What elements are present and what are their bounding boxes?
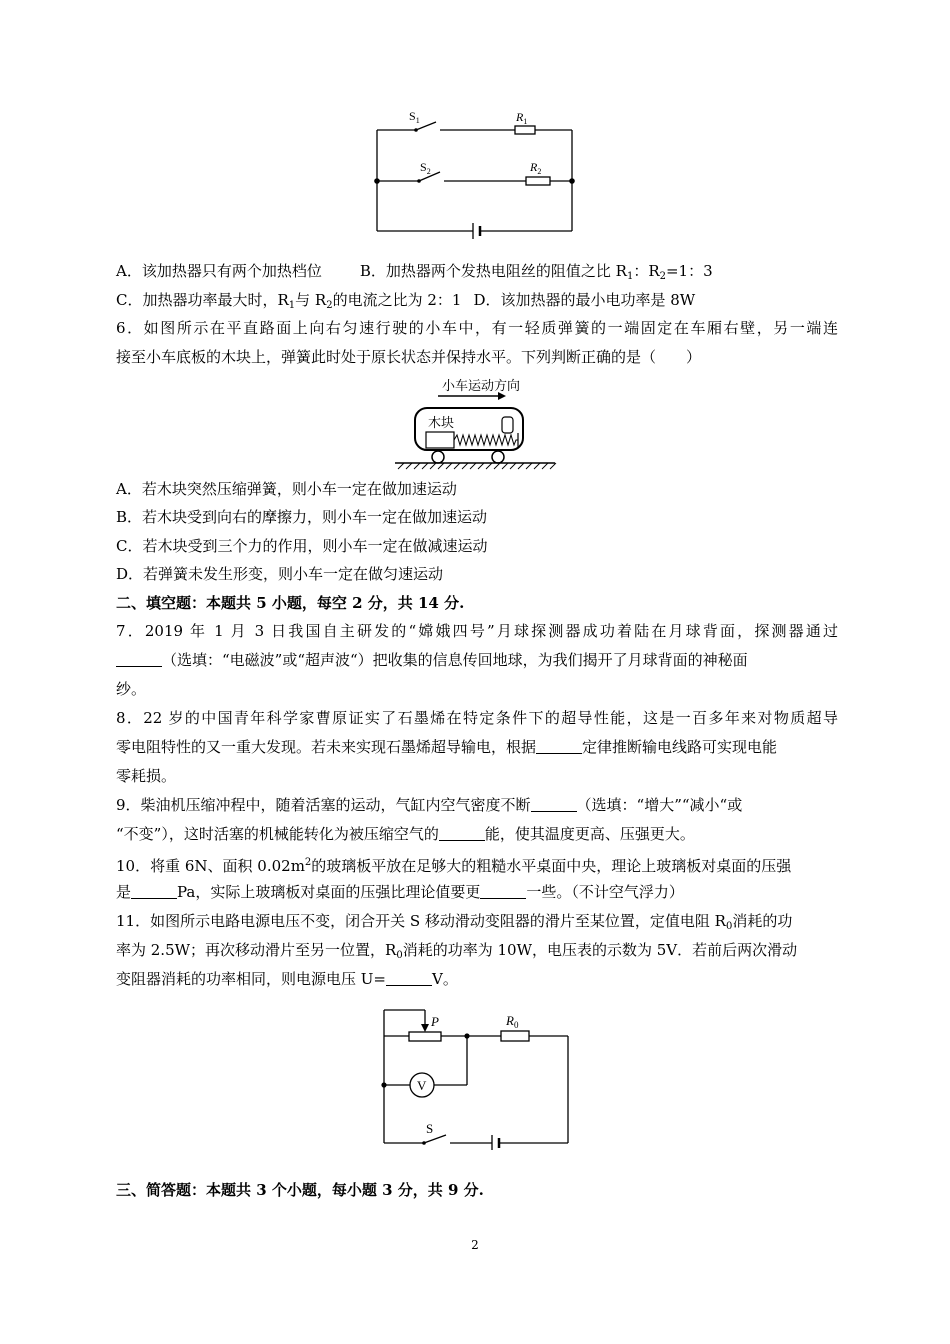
q9-answer-blank-2[interactable] xyxy=(439,826,485,841)
page-number: 2 xyxy=(471,1238,479,1252)
q11-line3: 变阻器消耗的功率相同，则电源电压 U= V。 xyxy=(116,970,458,988)
q8-answer-blank[interactable] xyxy=(536,739,582,754)
q5-r1-label: $R_1$ xyxy=(516,110,528,126)
q9-line1: 9．柴油机压缩冲程中，随着活塞的运动，气缸内空气密度不断 （选填：“增大”“减小“或 xyxy=(116,796,743,814)
q10-answer-blank-2[interactable] xyxy=(480,884,526,899)
q5-option-a: A．该加热器只有两个加热档位 xyxy=(116,262,322,280)
q5-option-b: B．加热器两个发热电阻丝的阻值之比 $R_1$：$R_2=1$：3 xyxy=(359,262,713,282)
q10-line2: 是 Pa，实际上玻璃板对桌面的压强比理论值要更 一些。（不计空气浮力） xyxy=(116,883,684,901)
q6-option-d: D．若弹簧未发生形变，则小车一定在做匀速运动 xyxy=(116,565,444,583)
q6-option-b: B．若木块受到向右的摩擦力，则小车一定在做加速运动 xyxy=(116,508,488,526)
q6-option-a: A．若木块突然压缩弹簧，则小车一定在做加速运动 xyxy=(116,480,457,498)
q7-line1: 7．2019 年 1 月 3 日我国自主研发的“嫦娥四号”月球探测器成功着陆在月球背面，探测器通过 xyxy=(116,622,838,640)
q6-cart-diagram xyxy=(390,375,560,470)
q5-s1-label: $S_1$ xyxy=(409,109,420,125)
q8-line3: 零耗损。 xyxy=(116,767,177,785)
q11-r0-label: $R_0$ xyxy=(506,1013,519,1030)
q5-options-cd xyxy=(116,290,838,316)
q6-stem-line1: 6．如图所示在平直路面上向右匀速行驶的小车中，有一轻质弹簧的一端固定在车厢右壁，另一端连 xyxy=(116,319,838,337)
q5-s2-label: $S_2$ xyxy=(420,160,431,176)
q9-line2: “不变”），这时活塞的机械能转化为被压缩空气的 能，使其温度更高、压强更大。 xyxy=(116,825,695,843)
q7-line3: 纱。 xyxy=(116,680,147,698)
section3-title: 三、简答题：本题共 3 个小题，每小题 3 分，共 9 分. xyxy=(116,1181,484,1199)
section2-title: 二、填空题：本题共 5 小题，每空 2 分，共 14 分. xyxy=(116,594,465,612)
q7-line2: （选填：“电磁波”或“超声波“）把收集的信息传回地球，为我们揭开了月球背面的神秘面 xyxy=(116,650,838,670)
q8-line1: 8．22 岁的中国青年科学家曹原证实了石墨烯在特定条件下的超导性能，这是一百多年来对物质超导 xyxy=(116,709,838,727)
q11-slider-label: P xyxy=(431,1014,439,1029)
q9-answer-blank-1[interactable] xyxy=(531,797,577,812)
q7-answer-blank[interactable] xyxy=(116,652,162,667)
q6-direction-label: 小车运动方向 xyxy=(442,378,521,393)
q5-r2-label: $R_2$ xyxy=(530,160,542,176)
q6-block-label: 木块 xyxy=(428,415,455,430)
q11-voltmeter-label: V xyxy=(417,1078,427,1093)
q5-option-c: C．加热器功率最大时，$R_1$与 $R_2$的电流之比为 2：1 xyxy=(116,291,462,311)
q10-line1: 10．将重 6N、面积 $0.02m^2$的玻璃板平放在足够大的粗糙水平桌面中央，理论上玻璃板对桌面的压强 xyxy=(116,857,792,875)
q11-line1: 11．如图所示电路电源电压不变，闭合开关 S 移动滑动变阻器的滑片至某位置，定值电阻 $R_0$消耗的功 xyxy=(116,912,793,932)
q8-line2: 零电阻特性的又一重大发现。若未来实现石墨烯超导输电，根据 定律推断输电线路可实现电能 xyxy=(116,738,778,756)
q11-switch-label: S xyxy=(426,1121,434,1136)
q6-stem-line2: 接至小车底板的木块上，弹簧此时处于原长状态并保持水平。下列判断正确的是（ ） xyxy=(116,348,702,366)
q5-circuit-diagram xyxy=(370,105,580,240)
q10-answer-blank-1[interactable] xyxy=(131,884,177,899)
q5-option-d: D．该加热器的最小电功率是 8W xyxy=(473,291,696,309)
q11-circuit-diagram xyxy=(376,1005,576,1150)
q11-answer-blank[interactable] xyxy=(386,971,432,986)
q11-line2: 率为 2.5W；再次移动滑片至另一位置，$R_0$消耗的功率为 10W，电压表的示数为 5V．若前后两次滑动 xyxy=(116,941,798,961)
q6-option-c: C．若木块受到三个力的作用，则小车一定在做减速运动 xyxy=(116,537,488,555)
q5-options-ab xyxy=(116,261,838,287)
